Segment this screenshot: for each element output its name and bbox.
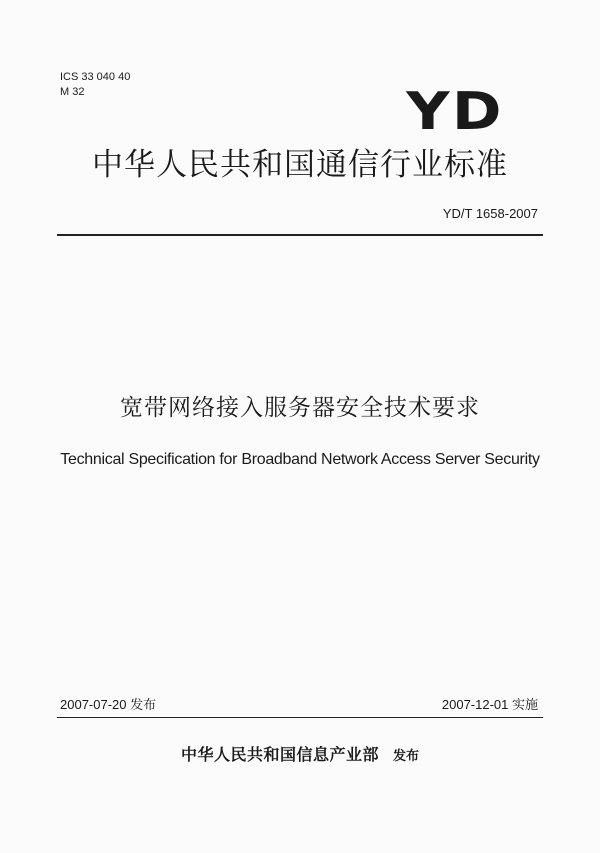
publisher-name: 中华人民共和国信息产业部 <box>180 745 379 764</box>
publisher-action: 发布 <box>393 749 420 764</box>
standard-number: YD/T 1658-2007 <box>442 206 538 221</box>
issue-date: 2007-07-20 发布 <box>60 697 157 712</box>
header-divider <box>57 234 543 236</box>
document-title-english: Technical Specification for Broadband Network Access Server Security <box>60 451 540 468</box>
document-title-chinese: 宽带网络接入服务器安全技术要求 <box>120 395 480 421</box>
ics-code: ICS 33 040 40 <box>60 71 131 83</box>
footer-divider <box>57 717 543 718</box>
yd-logo: YD <box>406 82 504 142</box>
standard-title: 中华人民共和国通信行业标准 <box>92 147 508 183</box>
implementation-date: 2007-12-01 实施 <box>441 697 538 712</box>
publisher-line <box>0 745 600 767</box>
category-code: M 32 <box>60 86 85 98</box>
